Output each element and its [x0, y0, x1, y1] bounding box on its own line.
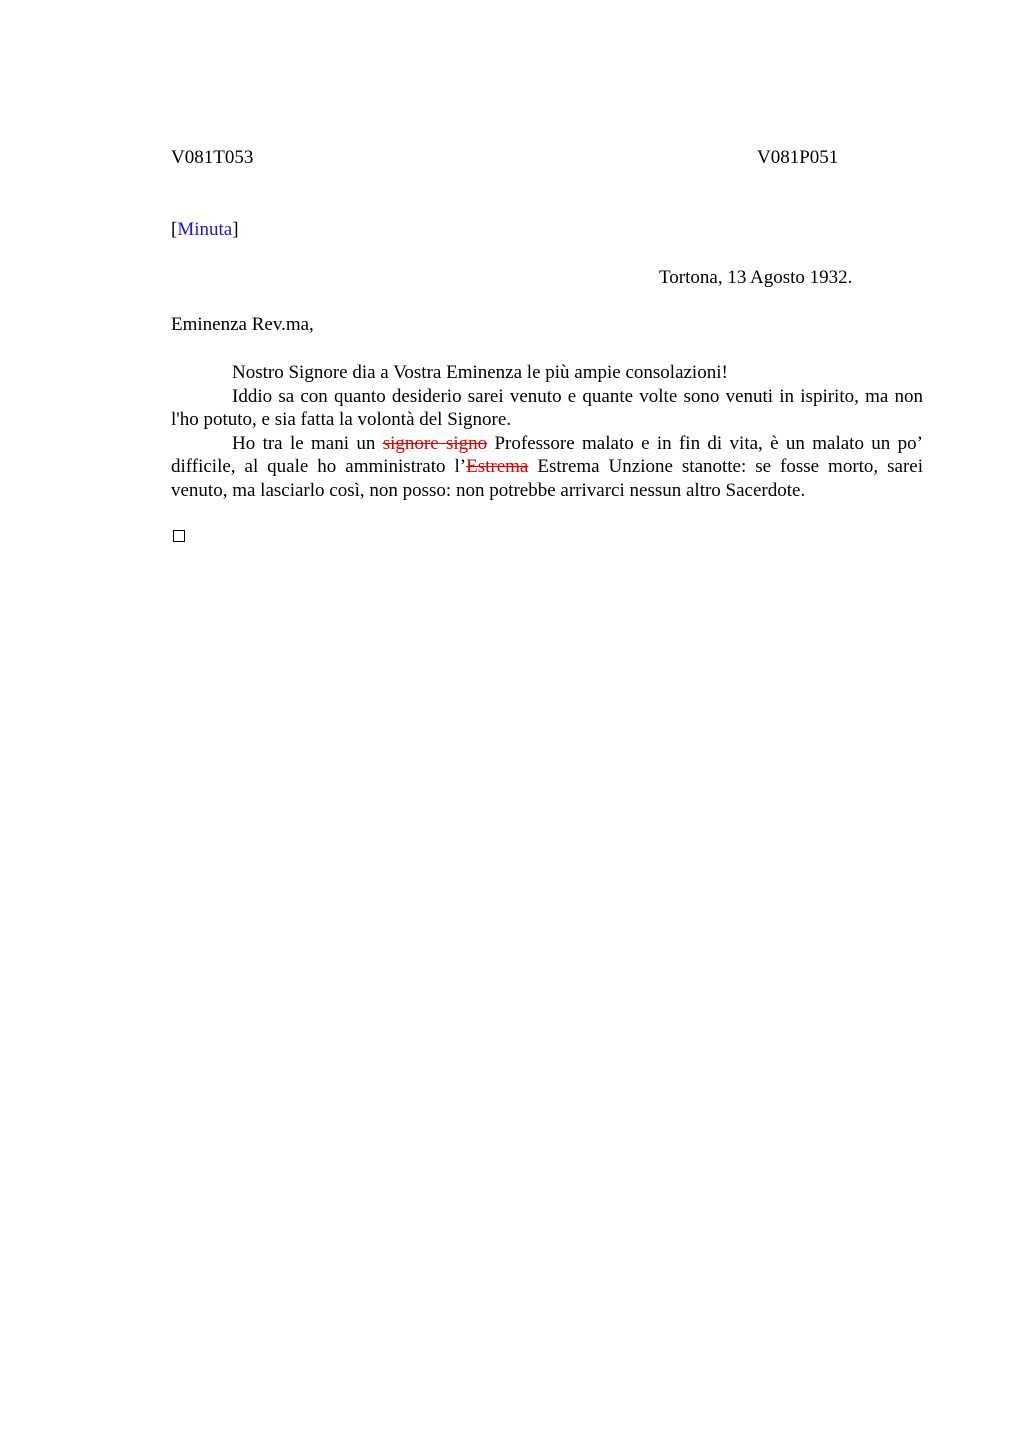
paragraph-3-text-b: Professore malato e in fin di vita, è un malato un po’ difficile, al quale ho amministrato l’: [171, 432, 923, 477]
letter-body: [171, 361, 923, 502]
document-type-label: Minuta: [177, 219, 233, 240]
place-date: Tortona, 13 Agosto 1932.: [659, 267, 853, 288]
bracket-close: ]: [232, 219, 239, 240]
empty-square-icon: [173, 530, 185, 542]
document-code-right: V081P051: [757, 147, 839, 168]
paragraph-2: Iddio sa con quanto desiderio sarei venuto e quante volte sono venuti in ispirito, ma non l'ho potuto, e sia fatta la volontà del Signore.: [171, 385, 923, 430]
paragraph-1: Nostro Signore dia a Vostra Eminenza le più ampie consolazioni!: [232, 362, 728, 383]
bracket-open: [: [171, 219, 178, 240]
deleted-text-1: signore signo: [382, 432, 488, 454]
deleted-text-2: Estrema: [466, 456, 529, 477]
document-type: [171, 218, 239, 242]
paragraph-3-text-a: Ho tra le mani un: [232, 432, 383, 454]
salutation: Eminenza Rev.ma,: [171, 314, 314, 335]
paragraph-3-text-c: Estrema Unzione stanotte: se fosse morto, sarei venuto, ma lasciarlo così, non posso: non potrebbe arrivarci nessun altro Sacerdote.: [171, 456, 924, 501]
document-code-left: V081T053: [171, 147, 254, 168]
paragraph-3: [171, 432, 923, 503]
